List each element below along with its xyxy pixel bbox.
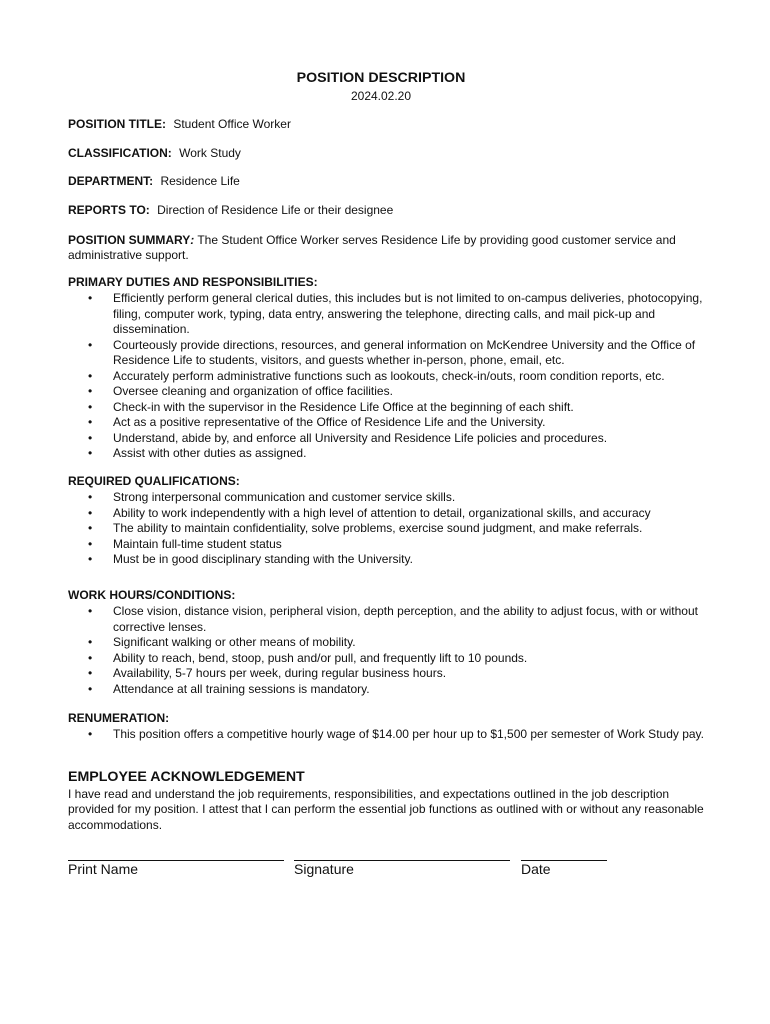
- department-value: Residence Life: [160, 174, 240, 188]
- position-summary: [68, 233, 698, 264]
- conditions-item: [68, 604, 708, 635]
- duties-item-text: Assist with other duties as assigned.: [113, 446, 307, 460]
- renumeration-list: [68, 727, 708, 743]
- bullet-icon: •: [88, 666, 93, 680]
- conditions-list: [68, 604, 708, 697]
- qualifications-item-text: Strong interpersonal communication and customer service skills.: [113, 490, 456, 504]
- duties-item: [68, 291, 708, 338]
- classification-field: [68, 146, 241, 160]
- duties-item: [68, 400, 708, 416]
- bullet-icon: •: [88, 337, 93, 352]
- bullet-icon: •: [88, 490, 93, 504]
- bullet-icon: •: [88, 681, 93, 696]
- duties-item-text: Courteously provide directions, resources, and general information on McKendree University and the Office of Residence Life to students, visitors, and guests whether in-person, phone, email, etc.: [113, 337, 696, 367]
- acknowledgement-heading: EMPLOYEE ACKNOWLEDGEMENT: [68, 769, 305, 785]
- signature-label: Signature: [294, 861, 354, 877]
- duties-list: [68, 291, 708, 462]
- department-field: [68, 174, 240, 188]
- qualifications-list: [68, 490, 708, 568]
- bullet-icon: •: [88, 505, 93, 520]
- classification-value: Work Study: [179, 146, 241, 160]
- qualifications-item: [68, 506, 708, 522]
- renumeration-heading: RENUMERATION:: [68, 711, 170, 725]
- duties-heading: PRIMARY DUTIES AND RESPONSIBILITIES:: [68, 275, 318, 289]
- bullet-icon: •: [88, 368, 93, 383]
- qualifications-item-text: Must be in good disciplinary standing with the University.: [113, 552, 413, 566]
- reports-to-field: [68, 203, 393, 217]
- conditions-item-text: Significant walking or other means of mobility.: [113, 635, 356, 649]
- bullet-icon: •: [88, 604, 93, 618]
- qualifications-item: [68, 490, 708, 506]
- conditions-item: [68, 651, 708, 667]
- bullet-icon: •: [88, 521, 93, 535]
- duties-item-text: Act as a positive representative of the Office of Residence Life and the University.: [113, 415, 546, 429]
- qualifications-item: [68, 537, 708, 553]
- bullet-icon: •: [88, 650, 93, 665]
- duties-item-text: Understand, abide by, and enforce all University and Residence Life policies and procedures.: [113, 430, 608, 445]
- conditions-item: [68, 666, 708, 682]
- bullet-icon: •: [88, 384, 93, 398]
- position-title-label: POSITION TITLE:: [68, 117, 166, 131]
- summary-label-colon: :: [190, 233, 195, 247]
- renumeration-item-text: This position offers a competitive hourly wage of $14.00 per hour up to $1,500 per semester of Work Study pay.: [113, 727, 704, 741]
- date-label: Date: [521, 861, 551, 877]
- duties-item-text: Accurately perform administrative functions such as lookouts, check-in/outs, room condition reports, etc.: [113, 368, 665, 383]
- conditions-item-text: Attendance at all training sessions is mandatory.: [113, 681, 370, 696]
- bullet-icon: •: [88, 415, 93, 429]
- bullet-icon: •: [88, 536, 93, 551]
- conditions-heading: WORK HOURS/CONDITIONS:: [68, 588, 236, 602]
- qualifications-item-text: Maintain full-time student status: [113, 536, 282, 551]
- bullet-icon: •: [88, 446, 93, 460]
- bullet-icon: •: [88, 399, 93, 414]
- document-title: POSITION DESCRIPTION: [296, 70, 466, 86]
- qualifications-heading: REQUIRED QUALIFICATIONS:: [68, 474, 240, 488]
- position-title-value: Student Office Worker: [173, 117, 291, 131]
- qualifications-item-text: Ability to work independently with a high level of attention to detail, organizational skills, and accuracy: [113, 505, 651, 520]
- duties-item-text: Oversee cleaning and organization of office facilities.: [113, 384, 393, 398]
- acknowledgement-text: I have read and understand the job requirements, responsibilities, and expectations outlined in the job description provided for my position. I attest that I can perform the essential job functions as outlined with or without any reasonable accommodations.: [68, 787, 704, 832]
- duties-item: [68, 384, 708, 400]
- duties-item-text: Efficiently perform general clerical duties, this includes but is not limited to on-campus deliveries, photocopying, filing, computer work, typing, data entry, answering the telephone, directing calls, and mail pick-up and dissemination.: [113, 291, 703, 336]
- qualifications-item: [68, 552, 708, 568]
- conditions-item-text: Close vision, distance vision, peripheral vision, depth perception, and the ability to adjust focus, with or without corrective lenses.: [113, 604, 698, 634]
- duties-item: [68, 338, 708, 369]
- qualifications-item-text: The ability to maintain confidentiality, solve problems, exercise sound judgment, and make referrals.: [113, 521, 643, 535]
- bullet-icon: •: [88, 291, 93, 305]
- conditions-item-text: Ability to reach, bend, stoop, push and/or pull, and frequently lift to 10 pounds.: [113, 650, 528, 665]
- print-name-label: Print Name: [68, 861, 139, 877]
- conditions-item: [68, 682, 708, 698]
- bullet-icon: •: [88, 727, 93, 741]
- classification-label: CLASSIFICATION:: [68, 146, 172, 160]
- summary-label: [68, 233, 194, 247]
- qualifications-item: [68, 521, 708, 537]
- reports-to-value: Direction of Residence Life or their designee: [157, 203, 394, 217]
- summary-text: The Student Office Worker serves Residence Life by providing good customer service and administrative support.: [68, 233, 676, 263]
- duties-item: [68, 431, 708, 447]
- duties-item: [68, 415, 708, 431]
- bullet-icon: •: [88, 635, 93, 649]
- duties-item-text: Check-in with the supervisor in the Residence Life Office at the beginning of each shift.: [113, 399, 574, 414]
- duties-item: [68, 369, 708, 385]
- document-date: 2024.02.20: [350, 89, 412, 103]
- position-title-field: [68, 117, 291, 131]
- summary-label-text: POSITION SUMMARY: [68, 233, 191, 247]
- renumeration-item: [68, 727, 708, 743]
- department-label: DEPARTMENT:: [68, 174, 154, 188]
- bullet-icon: •: [88, 552, 93, 566]
- bullet-icon: •: [88, 430, 93, 445]
- duties-item: [68, 446, 708, 462]
- conditions-item: [68, 635, 708, 651]
- conditions-item-text: Availability, 5-7 hours per week, during regular business hours.: [113, 666, 447, 680]
- reports-to-label: REPORTS TO:: [68, 203, 150, 217]
